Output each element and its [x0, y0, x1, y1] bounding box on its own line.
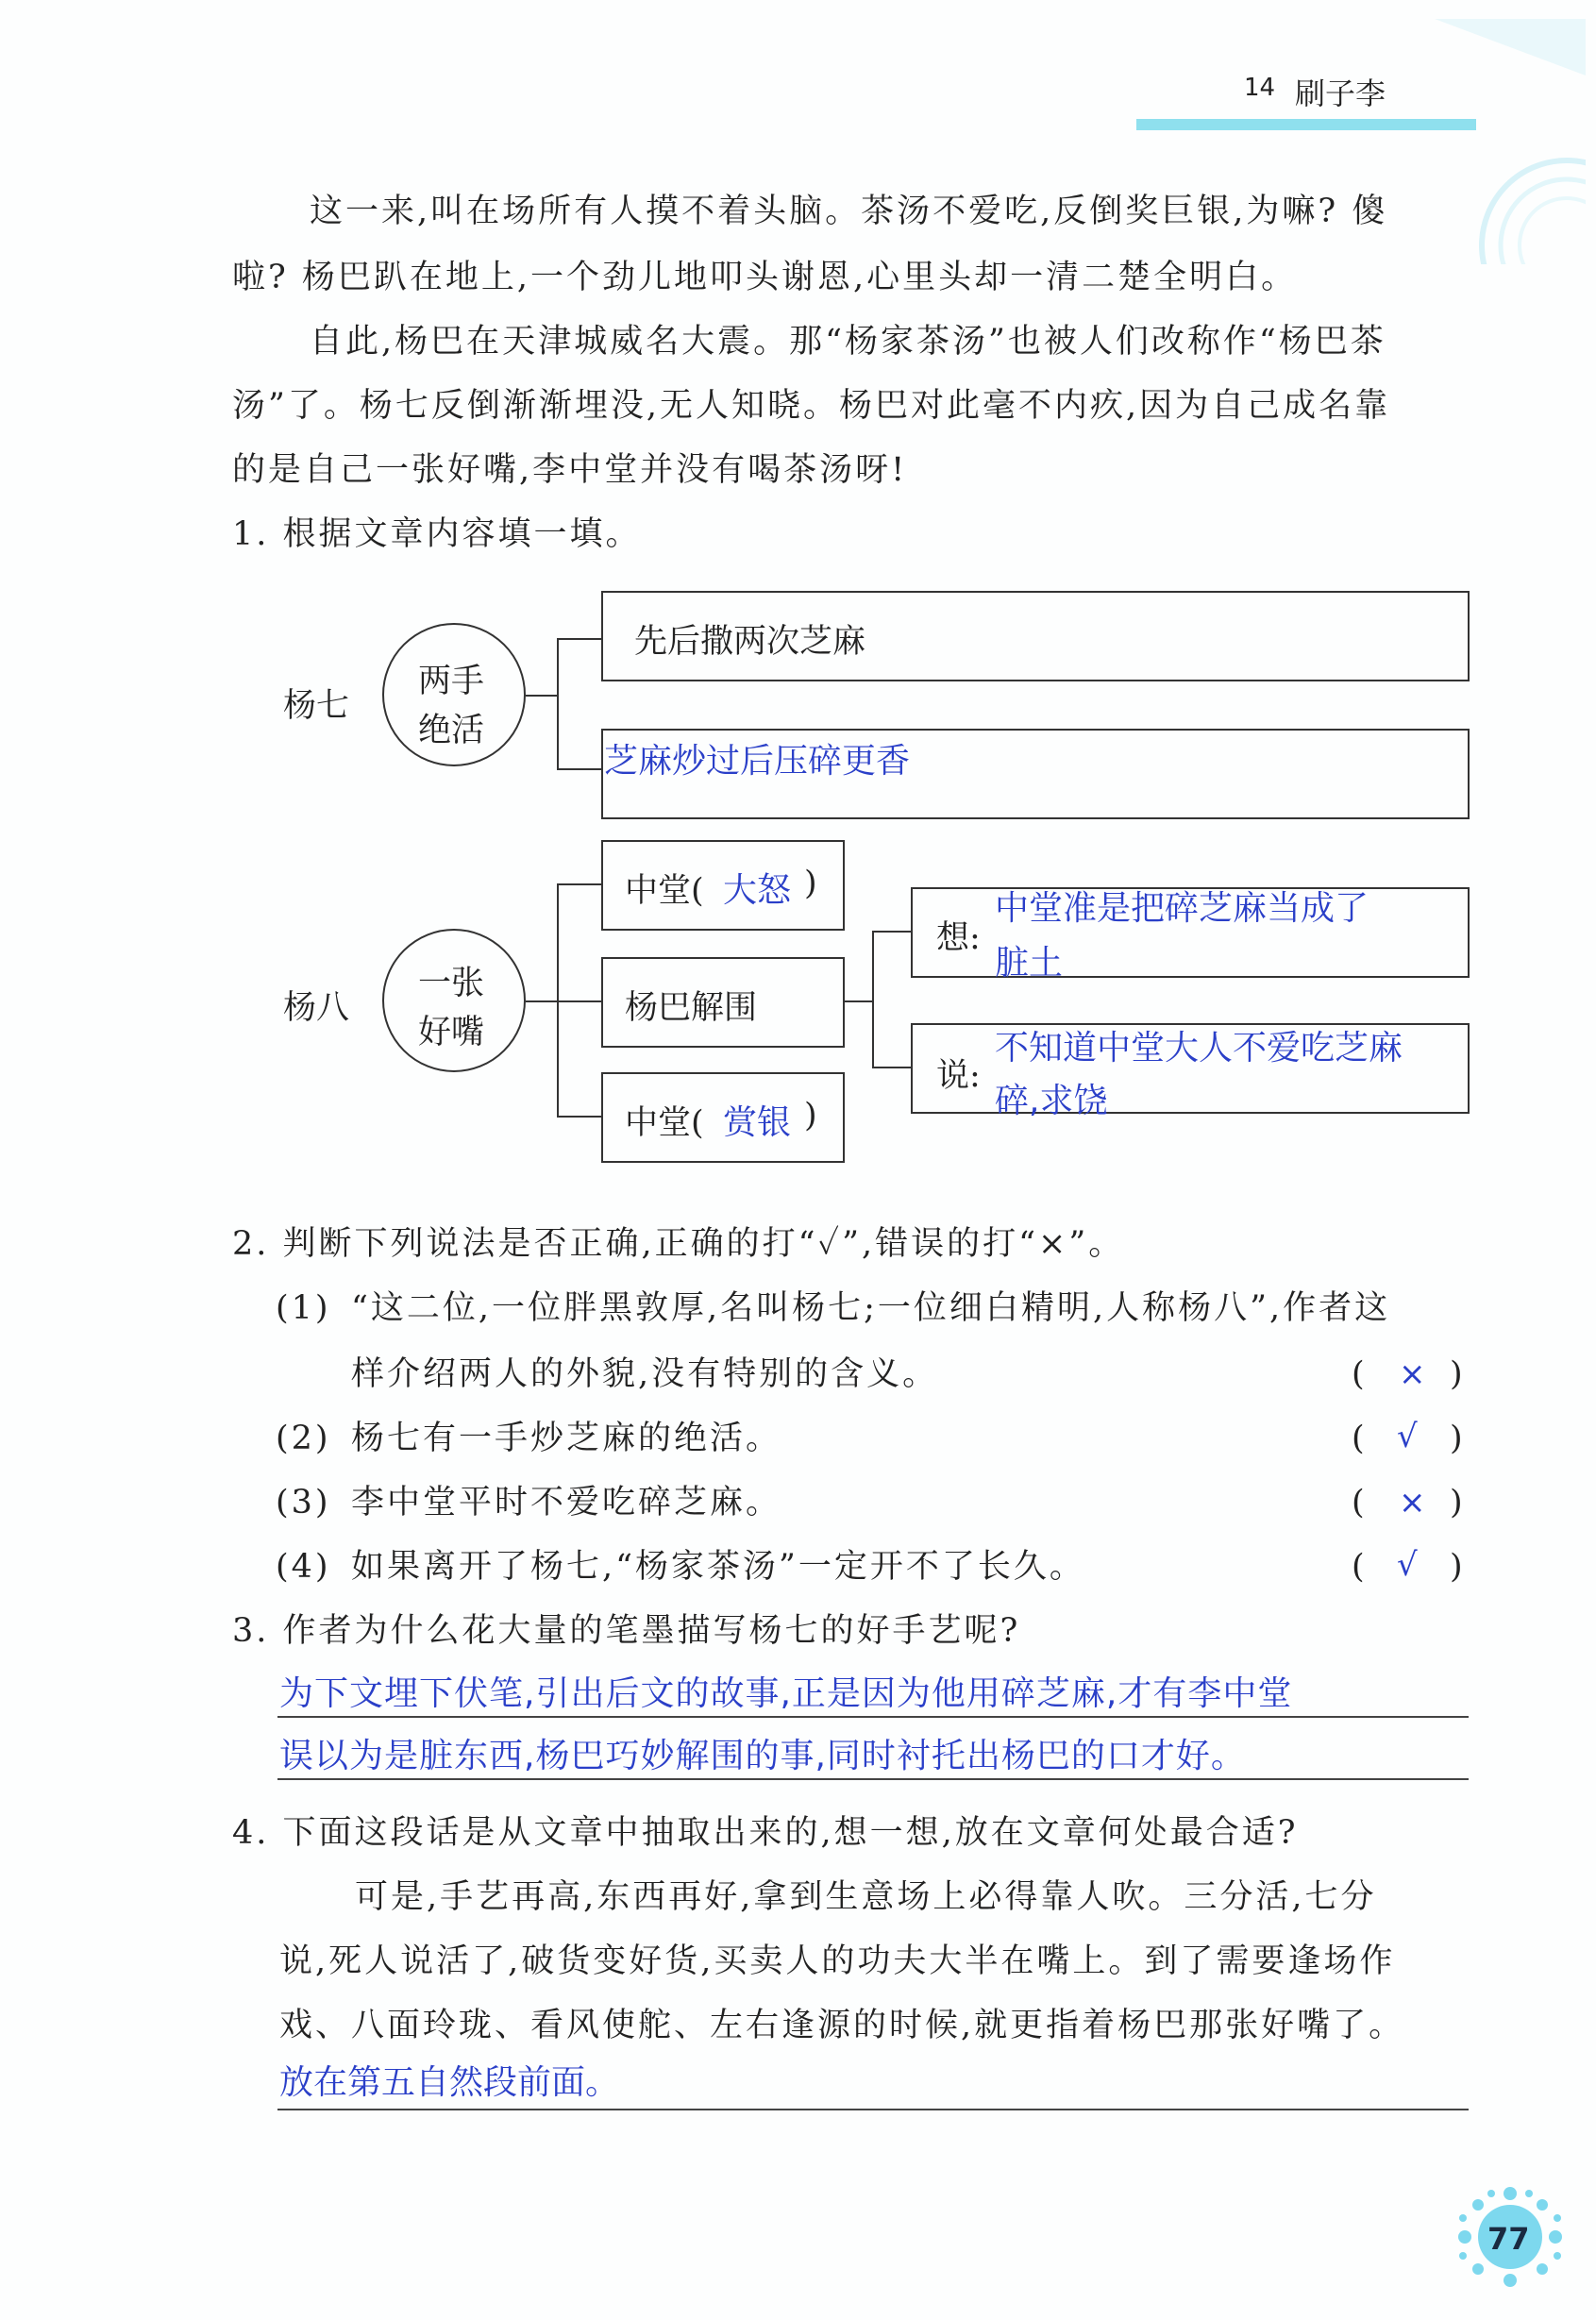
- q4-answer-underline: [277, 2109, 1469, 2110]
- q3-answer-line2: 误以为是脏东西,杨巴巧妙解围的事,同时衬托出杨巴的口才好。: [279, 1737, 1246, 1775]
- header-lesson-number: 14: [1244, 74, 1276, 102]
- box-yangba-rescue-text: 杨巴解围: [625, 989, 758, 1027]
- q2-item1-text-line1: “这二位,一位胖黑敦厚,名叫杨七;一位细白精明,人称杨八”,作者这: [351, 1289, 1391, 1327]
- rescue-connector-bottom: [872, 1067, 912, 1068]
- q2-item3-paren-close: ): [1450, 1484, 1466, 1521]
- yang8-connector-mid: [557, 1000, 602, 1002]
- passage-p2-line3: 的是自己一张好嘴,李中堂并没有喝茶汤呀!: [232, 451, 908, 489]
- q2-item1-paren-close: ): [1450, 1355, 1466, 1393]
- box-zhongtang-reward-answer: 赏银: [723, 1103, 792, 1142]
- q2-item1-text-line2: 样介绍两人的外貌,没有特别的含义。: [351, 1355, 939, 1393]
- yang7-label: 杨七: [283, 687, 350, 725]
- say-answer-line2: 碎,求饶: [995, 1082, 1108, 1120]
- q2-item1-paren-open: (: [1352, 1355, 1368, 1393]
- q4-answer: 放在第五自然段前面。: [279, 2063, 620, 2102]
- yang8-circle-text-1: 一张: [418, 965, 485, 1002]
- yang8-connector-top: [557, 883, 602, 885]
- yang7-circle-text-1: 两手: [418, 663, 485, 700]
- q2-item3-answer: ×: [1399, 1484, 1426, 1521]
- q2-item1-answer: ×: [1399, 1355, 1426, 1393]
- q4-prompt: 4. 下面这段话是从文章中抽取出来的,想一想,放在文章何处最合适?: [232, 1814, 1299, 1852]
- yang7-box-1-text: 先后撒两次芝麻: [634, 623, 866, 661]
- yang7-connector-h: [526, 695, 558, 697]
- q2-item4-answer: √: [1397, 1546, 1418, 1584]
- passage-p1-line2: 啦? 杨巴趴在地上,一个劲儿地叩头谢恩,心里头却一清二楚全明白。: [232, 259, 1298, 296]
- page-number: 77: [1487, 2221, 1530, 2257]
- passage-p1-line1: 这一来,叫在场所有人摸不着头脑。茶汤不爱吃,反倒奖巨银,为嘛? 傻: [310, 193, 1388, 230]
- q3-answer-underline-1: [277, 1716, 1469, 1718]
- rescue-connector-top: [872, 931, 912, 933]
- yang7-connector-bottom: [557, 768, 602, 770]
- think-label: 想:: [936, 919, 981, 957]
- think-answer-line2: 脏土: [995, 944, 1064, 983]
- header-bar: [1136, 119, 1476, 130]
- say-answer-line1: 不知道中堂大人不爱吃芝麻: [995, 1029, 1403, 1068]
- q2-item4-num: (4): [276, 1548, 331, 1586]
- box-zhongtang-reward-pre: 中堂(: [625, 1104, 704, 1142]
- q2-item2-paren-open: (: [1352, 1420, 1368, 1457]
- q2-prompt: 2. 判断下列说法是否正确,正确的打“✓”,错误的打“×”。: [232, 1225, 1125, 1263]
- yang7-circle-text-2: 绝活: [418, 712, 485, 749]
- q2-item3-text: 李中堂平时不爱吃碎芝麻。: [351, 1484, 782, 1521]
- q2-item2-answer: √: [1397, 1418, 1418, 1455]
- q2-item4-text: 如果离开了杨七,“杨家茶汤”一定开不了长久。: [351, 1548, 1085, 1586]
- say-label: 说:: [936, 1057, 981, 1095]
- rescue-connector-h: [845, 1000, 873, 1002]
- passage-p2-line2: 汤”了。杨七反倒渐渐埋没,无人知晓。杨巴对此毫不内疚,因为自己成名靠: [232, 387, 1391, 425]
- q2-item2-text: 杨七有一手炒芝麻的绝活。: [351, 1420, 782, 1457]
- header-title: 刷子李: [1295, 76, 1386, 111]
- q2-item3-paren-open: (: [1352, 1484, 1368, 1521]
- q1-prompt: 1. 根据文章内容填一填。: [232, 515, 642, 553]
- yang8-label: 杨八: [283, 989, 350, 1027]
- q4-quote-line1: 可是,手艺再高,东西再好,拿到生意场上必得靠人吹。三分活,七分: [355, 1878, 1377, 1916]
- q2-item2-paren-close: ): [1450, 1420, 1466, 1457]
- q3-answer-line1: 为下文埋下伏笔,引出后文的故事,正是因为他用碎芝麻,才有李中堂: [279, 1674, 1293, 1713]
- passage-p2-line1: 自此,杨巴在天津城威名大震。那“杨家茶汤”也被人们改称作“杨巴茶: [310, 323, 1386, 361]
- q2-item1-num: (1): [276, 1289, 331, 1327]
- yang8-circle-text-2: 好嘴: [418, 1014, 485, 1051]
- q3-prompt: 3. 作者为什么花大量的笔墨描写杨七的好手艺呢?: [232, 1612, 1021, 1650]
- box-zhongtang-angry-pre: 中堂(: [625, 872, 704, 910]
- q4-quote-line2: 说,死人说活了,破货变好货,买卖人的功夫大半在嘴上。到了需要逢场作: [279, 1942, 1396, 1980]
- yang7-connector-v: [557, 638, 559, 770]
- q2-item2-num: (2): [276, 1420, 331, 1457]
- q2-item4-paren-open: (: [1352, 1548, 1368, 1586]
- q3-answer-underline-2: [277, 1778, 1469, 1780]
- think-answer-line1: 中堂准是把碎芝麻当成了: [995, 889, 1369, 928]
- yang7-connector-top: [557, 638, 602, 640]
- rescue-connector-v: [872, 931, 874, 1068]
- yang8-connector-bottom: [557, 1116, 602, 1118]
- box-zhongtang-angry-post: ): [804, 865, 817, 902]
- box-zhongtang-angry-answer: 大怒: [723, 871, 792, 910]
- yang8-connector-h: [526, 1000, 558, 1002]
- q4-quote-line3: 戏、八面玲珑、看风使舵、左右逢源的时候,就更指着杨巴那张好嘴了。: [279, 2007, 1405, 2044]
- q2-item4-paren-close: ): [1450, 1548, 1466, 1586]
- q2-item3-num: (3): [276, 1484, 331, 1521]
- box-zhongtang-reward-post: ): [804, 1097, 817, 1135]
- yang7-box-2-answer: 芝麻炒过后压碎更香: [604, 742, 911, 781]
